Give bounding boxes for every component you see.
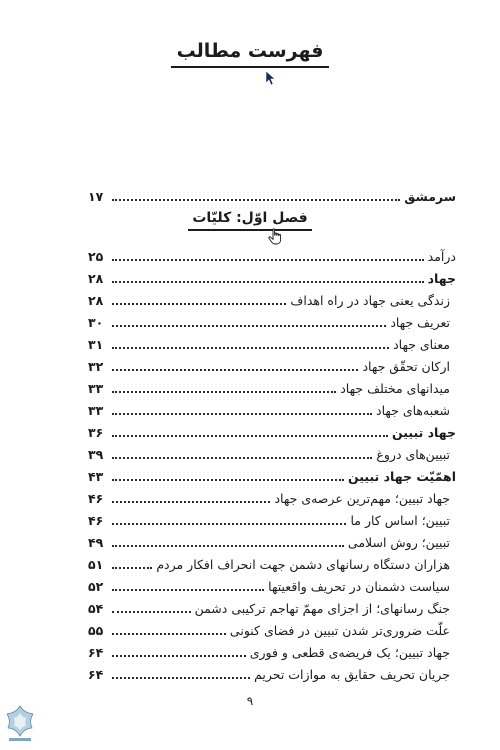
dot-leader [112,501,270,503]
toc-entry-page: ۲۸ [88,270,104,286]
toc-entry-page: ۳۲ [88,358,104,374]
toc-entry[interactable] [88,400,456,420]
toc-entry-page: ۳۱ [88,336,104,352]
toc-entry-page: ۱۷ [88,188,104,204]
publisher-logo-icon [3,704,37,744]
dot-leader [112,347,389,349]
toc-entry[interactable] [88,554,456,574]
toc-entry-page: ۵۲ [88,578,104,594]
toc-entry[interactable] [88,642,456,662]
dot-leader [112,281,424,283]
page-number: ۹ [246,694,254,708]
toc-entry-title: جهاد تبیین؛ یک فریضه‌ی قطعی و فوری [249,644,450,660]
toc-entry-page: ۲۵ [88,248,104,264]
page-title [0,40,500,68]
toc-entry[interactable] [88,186,456,206]
dot-leader [112,259,424,261]
toc-entry[interactable] [88,268,456,288]
toc-entry[interactable] [88,510,456,530]
toc-entry[interactable] [88,444,456,464]
dot-leader [112,611,191,613]
toc-entry-title: جهاد تبیین [392,424,456,440]
hand-pointer-icon [267,228,283,245]
toc-entry-page: ۳۹ [88,446,104,462]
toc-entry-title: درآمد [427,248,456,264]
toc-entry[interactable] [88,620,456,640]
toc-entry[interactable] [88,598,456,618]
toc-entry[interactable] [88,312,456,332]
mouse-pointer-icon [265,70,275,86]
toc-entry-page: ۴۳ [88,468,104,484]
dot-leader [112,677,250,679]
dot-leader [112,457,372,459]
toc-entry-page: ۵۵ [88,622,104,638]
dot-leader [112,199,400,201]
toc-entry-title: سرمشق [404,188,456,204]
toc-entry[interactable] [88,664,456,684]
toc-entry-title: اهمّیّت جهاد تبیین [348,468,456,484]
toc-entry-title: جنگ رسانهای؛ از اجزای مهمّ تهاجم ترکیبی دشمن [194,600,450,616]
toc-entry-title: شعبه‌های جهاد [376,402,450,418]
toc-entry[interactable] [88,378,456,398]
toc-entry-page: ۵۱ [88,556,104,572]
toc-entry-page: ۳۳ [88,380,104,396]
toc-entry-page: ۲۸ [88,292,104,308]
dot-leader [112,567,152,569]
toc-entry-title: معنای جهاد [393,336,450,352]
dot-leader [112,589,264,591]
dot-leader [112,655,246,657]
toc-entry-title: جریان تحریف حقایق به موازات تحریم [254,666,450,682]
toc-entry-page: ۳۳ [88,402,104,418]
chapter-heading [0,210,500,231]
dot-leader [112,303,286,305]
dot-leader [112,435,388,437]
toc-entry-page: ۳۶ [88,424,104,440]
toc-entry-title: ارکان تحقّق جهاد [362,358,450,374]
toc-entry-title: جهاد تبیین؛ مهم‌ترین عرصه‌ی جهاد [274,490,450,506]
toc-entry[interactable] [88,334,456,354]
dot-leader [112,391,336,393]
toc-entry-title: تعریف جهاد [390,314,450,330]
toc-entry-page: ۴۹ [88,534,104,550]
toc-entry-title: میدانهای مختلف جهاد [340,380,450,396]
toc-entry-title: سیاست دشمنان در تحریف واقعیتها [268,578,450,594]
dot-leader [112,545,344,547]
dot-leader [112,413,372,415]
toc-entry[interactable] [88,576,456,596]
toc-entry-title: جهاد [427,270,456,286]
toc-entry-page: ۵۴ [88,600,104,616]
toc-entry-title: تبیین‌های دروغ [376,446,450,462]
page-title-text: فهرست مطالب [171,40,330,68]
toc-entry[interactable] [88,356,456,376]
toc-entry-title: تبیین؛ اساس کار ما [350,512,450,528]
toc-entry-title: هزاران دستگاه رسانهای دشمن جهت انحراف افکار مردم [156,556,450,572]
toc-entry[interactable] [88,246,456,266]
chapter-heading-text: فصل اوّل: کلیّات [188,210,311,231]
toc-entry-page: ۴۶ [88,512,104,528]
dot-leader [112,523,346,525]
toc-entry-page: ۳۰ [88,314,104,330]
toc-entry[interactable] [88,466,456,486]
dot-leader [112,633,226,635]
toc-entry-title: علّت ضروری‌تر شدن تبیین در فضای کنونی [229,622,450,638]
toc-entry-title: تبیین؛ روش اسلامی [347,534,450,550]
toc-entry[interactable] [88,532,456,552]
toc-entry-page: ۴۶ [88,490,104,506]
toc-entry-page: ۶۴ [88,666,104,682]
toc-entry[interactable] [88,290,456,310]
dot-leader [112,325,386,327]
toc-entry-page: ۶۴ [88,644,104,660]
toc-entry[interactable] [88,488,456,508]
dot-leader [112,479,344,481]
dot-leader [112,369,358,371]
toc-entry-title: زندگی یعنی جهاد در راه اهداف [290,292,450,308]
toc-entry[interactable] [88,422,456,442]
